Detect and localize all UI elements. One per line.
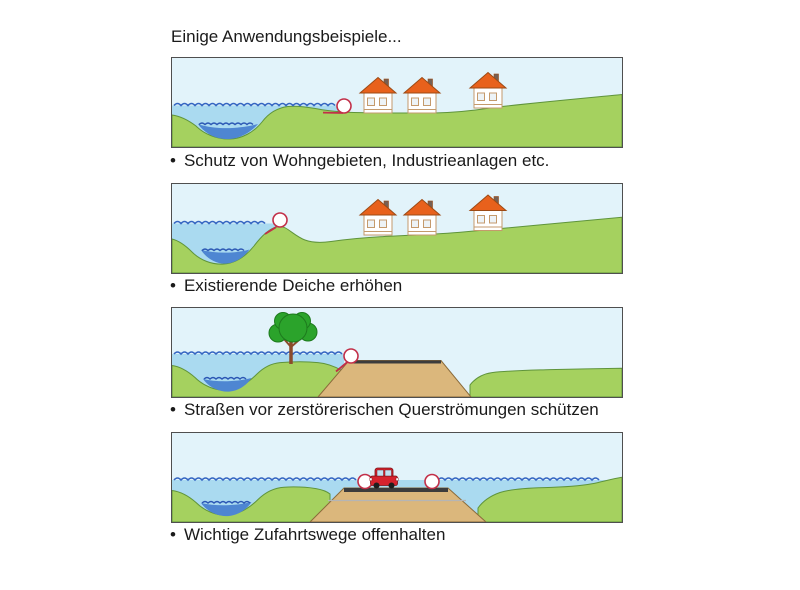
- scene-panel-3: [171, 307, 623, 398]
- flood-tube-icon: [337, 99, 351, 113]
- scene-panel-2: [171, 183, 623, 274]
- bullet: •: [170, 400, 176, 419]
- flood-tube-icon: [358, 475, 372, 489]
- bullet: •: [170, 151, 176, 170]
- slide-title: Einige Anwendungsbeispiele...: [171, 27, 402, 46]
- scene-panel-4: [171, 432, 623, 523]
- caption-text: Existierende Deiche erhöhen: [183, 276, 403, 295]
- bullet: •: [170, 276, 176, 295]
- bullet: •: [170, 525, 176, 544]
- caption-3: [170, 400, 599, 420]
- caption-text: Straßen vor zerstörerischen Querströmungen schützen: [183, 400, 599, 419]
- flood-tube-icon: [273, 213, 287, 227]
- caption-text: Schutz von Wohngebieten, Industrieanlagen etc.: [183, 151, 550, 170]
- flood-tube-icon: [425, 475, 439, 489]
- caption-text: Wichtige Zufahrtswege offenhalten: [183, 525, 446, 544]
- caption-1: [170, 151, 549, 171]
- right-bank: [470, 368, 622, 397]
- road-surface: [349, 361, 441, 364]
- scene-panel-1: [171, 57, 623, 148]
- caption-4: [170, 525, 445, 545]
- caption-2: [170, 276, 402, 296]
- flood-tube-icon: [344, 349, 358, 363]
